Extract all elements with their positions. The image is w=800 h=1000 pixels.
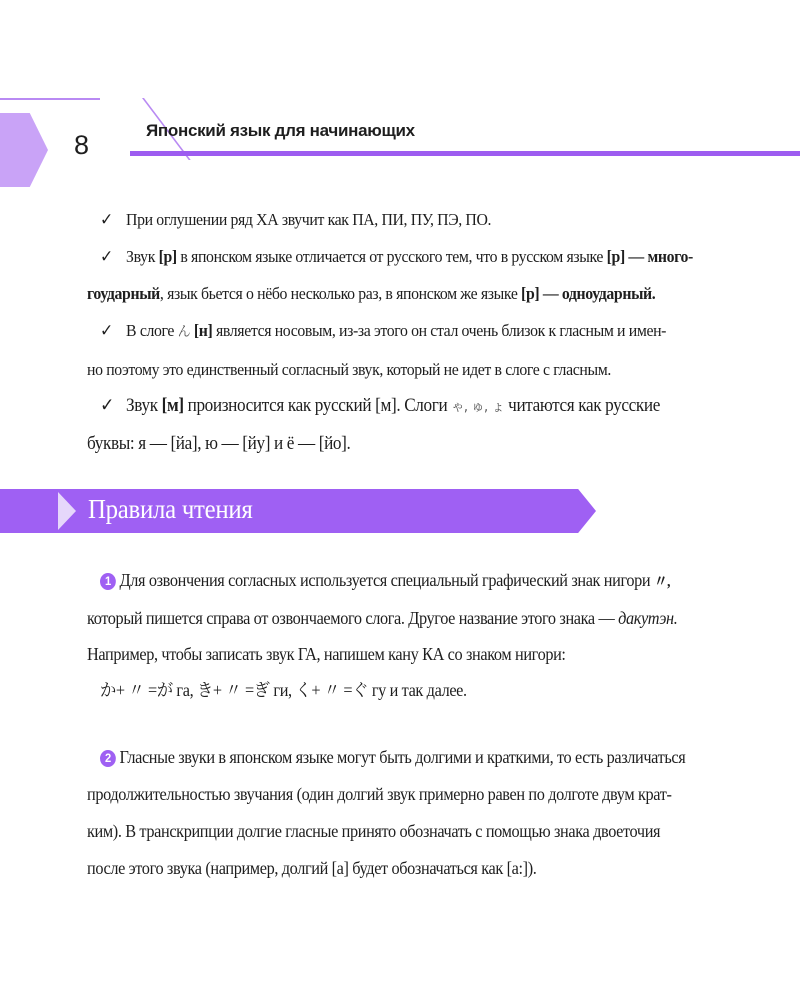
rule-2-line-4: после этого звука (например, долгий [а] будет обозначаться как [а:]).: [87, 858, 537, 878]
rule-2-line-3: ким). В транскрипции долгие гласные принято обозначать с помощью знака двоеточия: [87, 821, 661, 841]
notes-block: [87, 201, 727, 463]
check-icon: ✓: [100, 210, 113, 229]
number-badge-1: 1: [100, 573, 116, 590]
rule-2: [87, 739, 727, 887]
rule-1-line-1: 1 Для озвончения согласных используется специальный графический знак нигори 〃,: [87, 562, 727, 600]
note-item-2: ✓ Звук [р] в японском языке отличается от русского тем, что в русском языке [р] — много-: [87, 238, 727, 275]
page-number: 8: [74, 130, 90, 160]
rule-1-line-2: который пишется справа от озвончаемого слога. Другое название этого знака — дакутэн.: [87, 608, 678, 628]
header-bar: [130, 151, 800, 156]
note-item-4: ✓ Звук [м] произносится как русский [м]. Слоги ゃ, ゅ, ょ читаются как русские: [87, 388, 727, 426]
section-title: Правила чтения: [88, 494, 253, 524]
check-icon: ✓: [100, 321, 113, 340]
note-item-2-cont: гоударный, язык бьется о нёбо несколько раз, в японском же языке [р] — одноударный.: [87, 284, 656, 303]
header-tab-decoration: [0, 113, 48, 187]
rule-1-line-3: Например, чтобы записать звук ГА, напишем кану КА со знаком нигори:: [87, 644, 566, 664]
rule-1-example: か+ 〃 =が га, き+ 〃 =ぎ ги, く+ 〃 =ぐ гу и так далее.: [100, 680, 467, 700]
check-icon: ✓: [100, 247, 113, 266]
number-badge-2: 2: [100, 750, 116, 767]
note-item-4-cont: буквы: я — [йа], ю — [йу] и ё — [йо].: [87, 434, 351, 454]
running-title: Японский язык для начинающих: [146, 121, 415, 140]
rule-2-line-2: продолжительностью звучания (один долгий звук примерно равен по долготе двум крат-: [87, 784, 672, 804]
header-line: [0, 98, 100, 100]
note-item-3-cont: но поэтому это единственный согласный звук, который не идет в слоге с гласным.: [87, 360, 611, 379]
note-item-1: ✓ При оглушении ряд ХА звучит как ПА, ПИ, ПУ, ПЭ, ПО.: [87, 201, 727, 238]
rule-2-line-1: 2 Гласные звуки в японском языке могут быть долгими и краткими, то есть различаться: [87, 739, 727, 776]
rule-1: [87, 562, 727, 708]
note-item-3: ✓ В слоге ん [н] является носовым, из-за этого он стал очень близок к гласным и имен-: [87, 312, 727, 351]
check-icon: ✓: [100, 396, 115, 416]
